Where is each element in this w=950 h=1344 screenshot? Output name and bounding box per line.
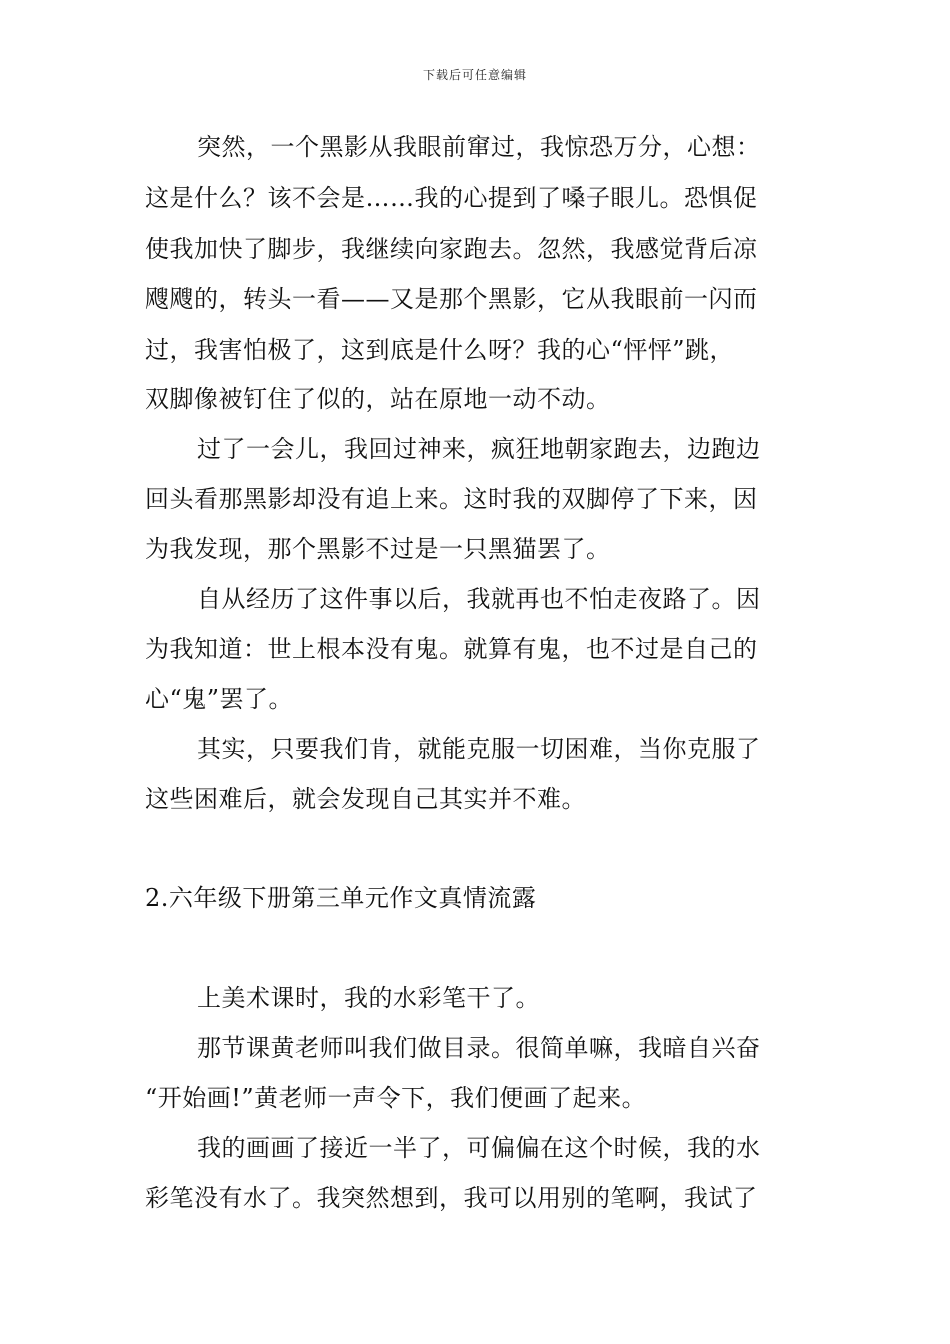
paragraph-line: 这是什么？该不会是……我的心提到了嗓子眼儿。恐惧促 bbox=[145, 184, 758, 212]
paragraph-line: “开始画!”黄老师一声令下，我们便画了起来。 bbox=[145, 1084, 647, 1112]
paragraph-line: 心“鬼”罢了。 bbox=[145, 685, 294, 713]
section-heading: 2.六年级下册第三单元作文真情流露 bbox=[145, 884, 537, 912]
paragraph-line: 彩笔没有水了。我突然想到，我可以用别的笔啊，我试了 bbox=[145, 1184, 758, 1212]
paragraph-line: 其实，只要我们肯，就能克服一切困难，当你克服了 bbox=[197, 735, 761, 763]
paragraph-line: 双脚像被钉住了似的，站在原地一动不动。 bbox=[145, 385, 611, 413]
paragraph-line: 自从经历了这件事以后，我就再也不怕走夜路了。因 bbox=[197, 585, 761, 613]
paragraph-line: 上美术课时，我的水彩笔干了。 bbox=[197, 984, 540, 1012]
paragraph-line: 突然，一个黑影从我眼前窜过，我惊恐万分，心想： bbox=[197, 133, 761, 161]
paragraph-line: 我的画画了接近一半了，可偏偏在这个时候，我的水 bbox=[197, 1134, 761, 1162]
page-header: 下载后可任意编辑 bbox=[422, 68, 527, 82]
paragraph-line: 过，我害怕极了，这到底是什么呀？我的心“怦怦”跳， bbox=[145, 336, 735, 364]
paragraph-line: 为我知道：世上根本没有鬼。就算有鬼，也不过是自己的 bbox=[145, 635, 758, 663]
paragraph-line: 回头看那黑影却没有追上来。这时我的双脚停了下来，因 bbox=[145, 485, 758, 513]
paragraph-line: 这些困难后，就会发现自己其实并不难。 bbox=[145, 785, 586, 813]
paragraph-line: 使我加快了脚步，我继续向家跑去。忽然，我感觉背后凉 bbox=[145, 235, 758, 263]
paragraph-line: 那节课黄老师叫我们做目录。很简单嘛，我暗自兴奋 bbox=[197, 1034, 761, 1062]
paragraph-line: 飕飕的，转头一看——又是那个黑影，它从我眼前一闪而 bbox=[145, 285, 758, 313]
paragraph-line: 为我发现，那个黑影不过是一只黑猫罢了。 bbox=[145, 535, 611, 563]
paragraph-line: 过了一会儿，我回过神来，疯狂地朝家跑去，边跑边 bbox=[197, 435, 761, 463]
